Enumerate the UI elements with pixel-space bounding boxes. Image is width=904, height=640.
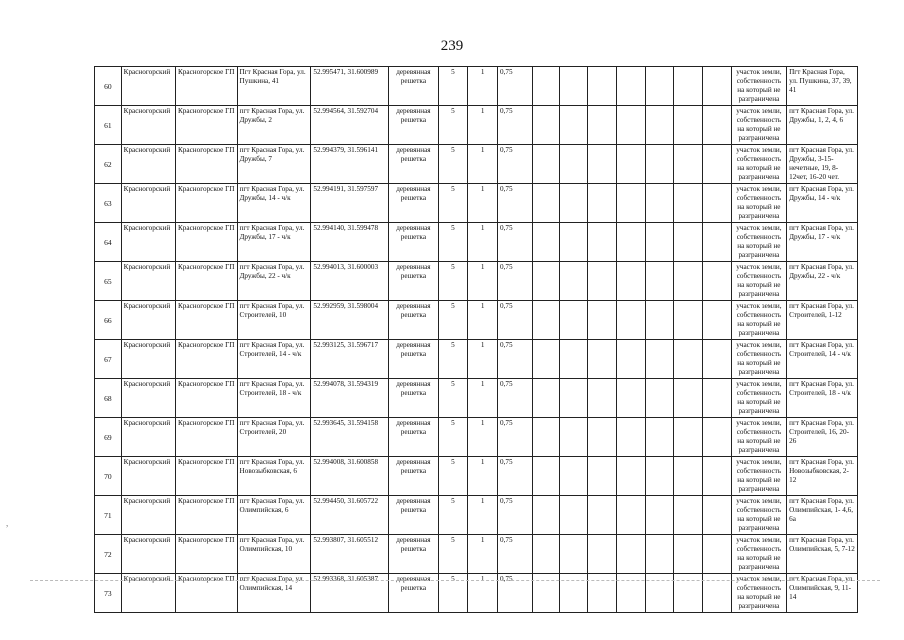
cell-surface-type: деревянная решетка — [389, 535, 438, 574]
cell-empty — [674, 301, 703, 340]
cell-surface-type: деревянная решетка — [389, 457, 438, 496]
cell-empty — [559, 145, 588, 184]
cell-waste-sources: пгт Красная Гора, ул. Олимпийская, 1- 4,6, 6а — [787, 496, 858, 535]
row-number: 62 — [95, 145, 122, 184]
cell-settlement: Красногорское ГП — [176, 262, 238, 301]
cell-address: пгт Красная Гора, ул. Олимпийская, 6 — [237, 496, 311, 535]
cell-container-volume: 0,75 — [497, 106, 532, 145]
cell-area: 5 — [438, 262, 468, 301]
cell-container-volume: 0,75 — [497, 574, 532, 613]
cell-empty — [703, 535, 732, 574]
cell-area: 5 — [438, 418, 468, 457]
cell-empty — [703, 418, 732, 457]
cell-container-count: 1 — [468, 301, 498, 340]
row-number: 61 — [95, 106, 122, 145]
cell-container-volume: 0,75 — [497, 340, 532, 379]
cell-address: пгт Красная Гора, ул. Дружбы, 7 — [237, 145, 311, 184]
cell-empty — [588, 457, 617, 496]
table-row — [95, 379, 858, 418]
cell-empty — [703, 457, 732, 496]
row-number: 71 — [95, 496, 122, 535]
cell-empty — [674, 145, 703, 184]
cell-empty — [674, 223, 703, 262]
cell-district: Красногорский — [121, 418, 175, 457]
cell-address: пгт Красная Гора, ул. Дружбы, 14 - ч/к — [237, 184, 311, 223]
cell-container-volume: 0,75 — [497, 145, 532, 184]
cell-settlement: Красногорское ГП — [176, 145, 238, 184]
cell-area: 5 — [438, 67, 468, 106]
cell-empty — [588, 106, 617, 145]
cell-empty — [616, 457, 645, 496]
cell-district: Красногорский — [121, 223, 175, 262]
row-number: 73 — [95, 574, 122, 613]
cell-empty — [645, 223, 674, 262]
cell-surface-type: деревянная решетка — [389, 106, 438, 145]
cell-surface-type: деревянная решетка — [389, 301, 438, 340]
cell-coordinates: 52.994564, 31.592704 — [311, 106, 389, 145]
cell-empty — [616, 223, 645, 262]
cell-empty — [532, 496, 559, 535]
cell-settlement: Красногорское ГП — [176, 457, 238, 496]
cell-empty — [616, 379, 645, 418]
cell-container-volume: 0,75 — [497, 379, 532, 418]
cell-ownership: участок земли, собственность на который не разграничена — [731, 418, 786, 457]
cell-district: Красногорский — [121, 184, 175, 223]
cell-empty — [532, 67, 559, 106]
cell-empty — [559, 106, 588, 145]
cell-empty — [645, 106, 674, 145]
cell-empty — [588, 301, 617, 340]
row-number: 72 — [95, 535, 122, 574]
cell-address: пгт Красная Гора, ул. Строителей, 10 — [237, 301, 311, 340]
cell-area: 5 — [438, 574, 468, 613]
cell-empty — [703, 184, 732, 223]
cell-empty — [616, 184, 645, 223]
cell-empty — [559, 184, 588, 223]
cell-ownership: участок земли, собственность на который не разграничена — [731, 340, 786, 379]
cell-surface-type: деревянная решетка — [389, 67, 438, 106]
cell-ownership: участок земли, собственность на который не разграничена — [731, 301, 786, 340]
cell-district: Красногорский — [121, 262, 175, 301]
cell-coordinates: 52.993125, 31.596717 — [311, 340, 389, 379]
cell-empty — [559, 67, 588, 106]
cell-empty — [532, 262, 559, 301]
cell-container-count: 1 — [468, 457, 498, 496]
cell-district: Красногорский — [121, 457, 175, 496]
cell-empty — [674, 67, 703, 106]
cell-area: 5 — [438, 496, 468, 535]
cell-empty — [588, 379, 617, 418]
cell-empty — [703, 223, 732, 262]
cell-waste-sources: пгт Красная Гора, ул. Строителей, 18 - ч/к — [787, 379, 858, 418]
cell-empty — [616, 418, 645, 457]
table-row — [95, 145, 858, 184]
table-row — [95, 340, 858, 379]
cell-ownership: участок земли, собственность на который не разграничена — [731, 67, 786, 106]
cell-waste-sources: пгт Красная Гора, ул. Олимпийская, 5, 7-12 — [787, 535, 858, 574]
row-number: 69 — [95, 418, 122, 457]
cell-empty — [645, 67, 674, 106]
cell-surface-type: деревянная решетка — [389, 340, 438, 379]
cell-ownership: участок земли, собственность на который не разграничена — [731, 379, 786, 418]
cell-address: пгт Красная Гора, ул. Строителей, 14 - ч/к — [237, 340, 311, 379]
cell-empty — [532, 145, 559, 184]
cell-address: пгт Красная Гора, ул. Дружбы, 2 — [237, 106, 311, 145]
cell-coordinates: 52.994191, 31.597597 — [311, 184, 389, 223]
cell-waste-sources: пгт Красная Гора, ул. Новозыбковская, 2-12 — [787, 457, 858, 496]
cell-empty — [616, 106, 645, 145]
cell-settlement: Красногорское ГП — [176, 67, 238, 106]
cell-address: пгт Красная Гора, ул. Дружбы, 22 - ч/к — [237, 262, 311, 301]
cell-ownership: участок земли, собственность на который не разграничена — [731, 184, 786, 223]
cell-ownership: участок земли, собственность на который не разграничена — [731, 106, 786, 145]
cell-container-count: 1 — [468, 379, 498, 418]
cell-empty — [703, 106, 732, 145]
cell-area: 5 — [438, 301, 468, 340]
cell-ownership: участок земли, собственность на который не разграничена — [731, 535, 786, 574]
cell-settlement: Красногорское ГП — [176, 379, 238, 418]
cell-empty — [588, 496, 617, 535]
cell-surface-type: деревянная решетка — [389, 262, 438, 301]
cell-empty — [532, 106, 559, 145]
cell-district: Красногорский — [121, 145, 175, 184]
table-body — [95, 67, 858, 613]
cell-waste-sources: пгт Красная Гора, ул. Дружбы, 1, 2, 4, 6 — [787, 106, 858, 145]
cell-empty — [645, 184, 674, 223]
row-number: 67 — [95, 340, 122, 379]
row-number: 68 — [95, 379, 122, 418]
cell-empty — [559, 418, 588, 457]
cell-empty — [532, 301, 559, 340]
cell-empty — [559, 457, 588, 496]
cell-empty — [703, 496, 732, 535]
cell-container-count: 1 — [468, 574, 498, 613]
cell-waste-sources: пгт Красная Гора, ул. Строителей, 14 - ч/к — [787, 340, 858, 379]
cell-waste-sources: Пгт Красная Гора, ул. Пушкина, 37, 39, 41 — [787, 67, 858, 106]
cell-empty — [674, 457, 703, 496]
row-number: 64 — [95, 223, 122, 262]
table-row — [95, 496, 858, 535]
cell-empty — [645, 262, 674, 301]
cell-settlement: Красногорское ГП — [176, 418, 238, 457]
cell-empty — [674, 340, 703, 379]
cell-area: 5 — [438, 223, 468, 262]
cell-area: 5 — [438, 379, 468, 418]
cell-area: 5 — [438, 184, 468, 223]
cell-address: пгт Красная Гора, ул. Строителей, 20 — [237, 418, 311, 457]
table-row — [95, 67, 858, 106]
cell-district: Красногорский — [121, 106, 175, 145]
table-row — [95, 262, 858, 301]
cell-waste-sources: пгт Красная Гора, ул. Олимпийская, 9, 11-14 — [787, 574, 858, 613]
cell-district: Красногорский — [121, 379, 175, 418]
cell-empty — [616, 535, 645, 574]
cell-container-volume: 0,75 — [497, 301, 532, 340]
cell-container-count: 1 — [468, 262, 498, 301]
cell-area: 5 — [438, 145, 468, 184]
cell-coordinates: 52.994140, 31.599478 — [311, 223, 389, 262]
cell-empty — [559, 223, 588, 262]
row-number: 66 — [95, 301, 122, 340]
cell-empty — [674, 184, 703, 223]
cell-container-volume: 0,75 — [497, 262, 532, 301]
cell-empty — [674, 418, 703, 457]
cell-empty — [703, 145, 732, 184]
cell-empty — [588, 145, 617, 184]
cell-surface-type: деревянная решетка — [389, 145, 438, 184]
cell-container-count: 1 — [468, 145, 498, 184]
cell-empty — [703, 379, 732, 418]
cell-coordinates: 52.992959, 31.598004 — [311, 301, 389, 340]
cell-settlement: Красногорское ГП — [176, 574, 238, 613]
cell-district: Красногорский — [121, 301, 175, 340]
cell-address: Пгт Красная Гора, ул. Пушкина, 41 — [237, 67, 311, 106]
cell-coordinates: 52.993645, 31.594158 — [311, 418, 389, 457]
cell-empty — [532, 535, 559, 574]
cell-empty — [674, 106, 703, 145]
cell-area: 5 — [438, 106, 468, 145]
cell-ownership: участок земли, собственность на который не разграничена — [731, 574, 786, 613]
cell-container-volume: 0,75 — [497, 457, 532, 496]
cell-empty — [616, 145, 645, 184]
cell-waste-sources: пгт Красная Гора, ул. Дружбы, 17 - ч/к — [787, 223, 858, 262]
cell-waste-sources: пгт Красная Гора, ул. Строителей, 16, 20-26 — [787, 418, 858, 457]
cell-ownership: участок земли, собственность на который не разграничена — [731, 496, 786, 535]
cell-surface-type: деревянная решетка — [389, 496, 438, 535]
cell-settlement: Красногорское ГП — [176, 106, 238, 145]
cell-empty — [588, 184, 617, 223]
page-bottom-dashed-line — [30, 580, 880, 581]
cell-empty — [559, 496, 588, 535]
cell-coordinates: 52.994008, 31.600858 — [311, 457, 389, 496]
cell-container-volume: 0,75 — [497, 535, 532, 574]
cell-empty — [588, 535, 617, 574]
cell-district: Красногорский — [121, 496, 175, 535]
cell-empty — [559, 379, 588, 418]
row-number: 65 — [95, 262, 122, 301]
cell-district: Красногорский — [121, 67, 175, 106]
cell-coordinates: 52.994013, 31.600003 — [311, 262, 389, 301]
cell-address: пгт Красная Гора, ул. Строителей, 18 - ч/к — [237, 379, 311, 418]
cell-empty — [532, 379, 559, 418]
cell-address: пгт Красная Гора, ул. Новозыбковская, 6 — [237, 457, 311, 496]
cell-container-count: 1 — [468, 184, 498, 223]
cell-empty — [645, 301, 674, 340]
cell-ownership: участок земли, собственность на который не разграничена — [731, 457, 786, 496]
cell-empty — [532, 184, 559, 223]
cell-settlement: Красногорское ГП — [176, 184, 238, 223]
cell-empty — [616, 496, 645, 535]
cell-empty — [532, 457, 559, 496]
cell-empty — [645, 418, 674, 457]
cell-surface-type: деревянная решетка — [389, 223, 438, 262]
cell-ownership: участок земли, собственность на который не разграничена — [731, 223, 786, 262]
table-row — [95, 457, 858, 496]
cell-empty — [674, 496, 703, 535]
cell-coordinates: 52.993807, 31.605512 — [311, 535, 389, 574]
cell-empty — [532, 223, 559, 262]
cell-empty — [645, 457, 674, 496]
cell-empty — [588, 67, 617, 106]
cell-container-count: 1 — [468, 223, 498, 262]
cell-empty — [645, 496, 674, 535]
cell-empty — [674, 535, 703, 574]
cell-empty — [588, 340, 617, 379]
cell-empty — [559, 535, 588, 574]
cell-container-volume: 0,75 — [497, 67, 532, 106]
cell-coordinates: 52.994450, 31.605722 — [311, 496, 389, 535]
cell-empty — [559, 340, 588, 379]
cell-container-count: 1 — [468, 340, 498, 379]
cell-settlement: Красногорское ГП — [176, 301, 238, 340]
cell-container-volume: 0,75 — [497, 496, 532, 535]
cell-settlement: Красногорское ГП — [176, 535, 238, 574]
cell-empty — [616, 340, 645, 379]
cell-empty — [645, 145, 674, 184]
cell-address: пгт Красная Гора, ул. Олимпийская, 10 — [237, 535, 311, 574]
cell-empty — [588, 223, 617, 262]
table-row — [95, 184, 858, 223]
cell-empty — [616, 262, 645, 301]
cell-empty — [703, 301, 732, 340]
cell-empty — [559, 262, 588, 301]
cell-ownership: участок земли, собственность на который не разграничена — [731, 262, 786, 301]
cell-empty — [559, 301, 588, 340]
cell-empty — [588, 418, 617, 457]
cell-empty — [703, 67, 732, 106]
cell-container-count: 1 — [468, 418, 498, 457]
cell-container-count: 1 — [468, 106, 498, 145]
cell-coordinates: 52.994379, 31.596141 — [311, 145, 389, 184]
scan-mark: , — [6, 518, 9, 528]
cell-container-volume: 0,75 — [497, 223, 532, 262]
cell-address: пгт Красная Гора, ул. Олимпийская, 14 — [237, 574, 311, 613]
row-number: 60 — [95, 67, 122, 106]
cell-district: Красногорский — [121, 574, 175, 613]
cell-waste-sources: пгт Красная Гора, ул. Дружбы, 14 - ч/к — [787, 184, 858, 223]
cell-coordinates: 52.993368, 31.605387 — [311, 574, 389, 613]
cell-coordinates: 52.995471, 31.600989 — [311, 67, 389, 106]
row-number: 63 — [95, 184, 122, 223]
cell-empty — [703, 262, 732, 301]
table-row — [95, 418, 858, 457]
cell-container-volume: 0,75 — [497, 418, 532, 457]
cell-surface-type: деревянная решетка — [389, 574, 438, 613]
cell-waste-sources: пгт Красная Гора, ул. Дружбы, 22 - ч/к — [787, 262, 858, 301]
cell-district: Красногорский — [121, 535, 175, 574]
table-row — [95, 106, 858, 145]
cell-area: 5 — [438, 535, 468, 574]
cell-area: 5 — [438, 340, 468, 379]
table-row — [95, 223, 858, 262]
cell-waste-sources: пгт Красная Гора, ул. Дружбы, 3-15- нечетные, 19, 8- 12чет, 16-20 чет. — [787, 145, 858, 184]
cell-coordinates: 52.994078, 31.594319 — [311, 379, 389, 418]
cell-settlement: Красногорское ГП — [176, 223, 238, 262]
cell-empty — [674, 262, 703, 301]
cell-empty — [674, 379, 703, 418]
registry-table — [94, 66, 858, 613]
cell-container-count: 1 — [468, 535, 498, 574]
cell-surface-type: деревянная решетка — [389, 379, 438, 418]
cell-waste-sources: пгт Красная Гора, ул. Строителей, 1-12 — [787, 301, 858, 340]
cell-empty — [532, 418, 559, 457]
cell-empty — [588, 262, 617, 301]
table-row — [95, 301, 858, 340]
cell-settlement: Красногорское ГП — [176, 496, 238, 535]
cell-area: 5 — [438, 457, 468, 496]
cell-container-volume: 0,75 — [497, 184, 532, 223]
cell-empty — [616, 301, 645, 340]
cell-empty — [645, 379, 674, 418]
cell-empty — [532, 340, 559, 379]
cell-surface-type: деревянная решетка — [389, 184, 438, 223]
table-row — [95, 535, 858, 574]
cell-ownership: участок земли, собственность на который не разграничена — [731, 145, 786, 184]
row-number: 70 — [95, 457, 122, 496]
cell-empty — [616, 67, 645, 106]
cell-container-count: 1 — [468, 67, 498, 106]
cell-district: Красногорский — [121, 340, 175, 379]
cell-empty — [645, 340, 674, 379]
cell-container-count: 1 — [468, 496, 498, 535]
cell-empty — [645, 535, 674, 574]
cell-settlement: Красногорское ГП — [176, 340, 238, 379]
cell-empty — [703, 340, 732, 379]
cell-surface-type: деревянная решетка — [389, 418, 438, 457]
page-number: 239 — [440, 38, 464, 54]
cell-address: пгт Красная Гора, ул. Дружбы, 17 - ч/к — [237, 223, 311, 262]
